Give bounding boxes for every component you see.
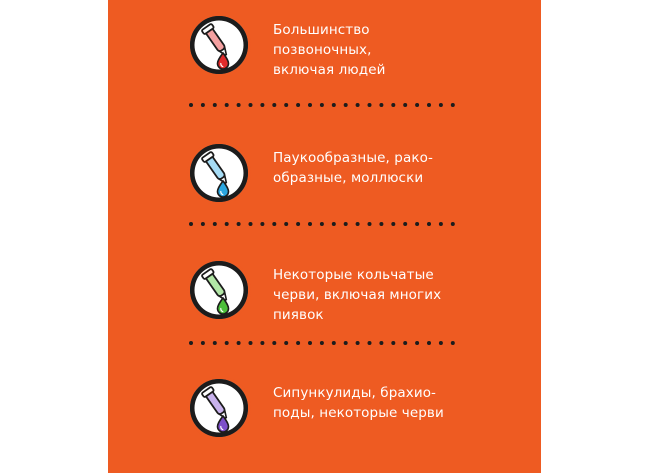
list-item (108, 373, 541, 443)
pipette-red-glyph (190, 16, 248, 74)
pipette-purple-icon (190, 379, 248, 437)
pipette-green-icon (190, 261, 248, 319)
item-label: Паукообразные, рако- образные, моллюски (273, 150, 433, 186)
dotted-divider (188, 221, 460, 227)
list-item (108, 255, 541, 325)
item-label: Некоторые кольчатые черви, включая многих пиявок (273, 267, 442, 323)
pipette-red-icon (190, 16, 248, 74)
dotted-divider (188, 340, 460, 346)
item-label: Большинство позвоночных, включая людей (273, 22, 386, 78)
dotted-divider (188, 102, 460, 108)
pipette-purple-glyph (190, 379, 248, 437)
list-item (108, 10, 541, 80)
pipette-blue-icon (190, 144, 248, 202)
item-label: Сипункулиды, брахио- поды, некоторые черви (273, 385, 444, 421)
infographic-panel (108, 0, 541, 473)
pipette-green-glyph (190, 261, 248, 319)
list-item (108, 138, 541, 208)
pipette-blue-glyph (190, 144, 248, 202)
